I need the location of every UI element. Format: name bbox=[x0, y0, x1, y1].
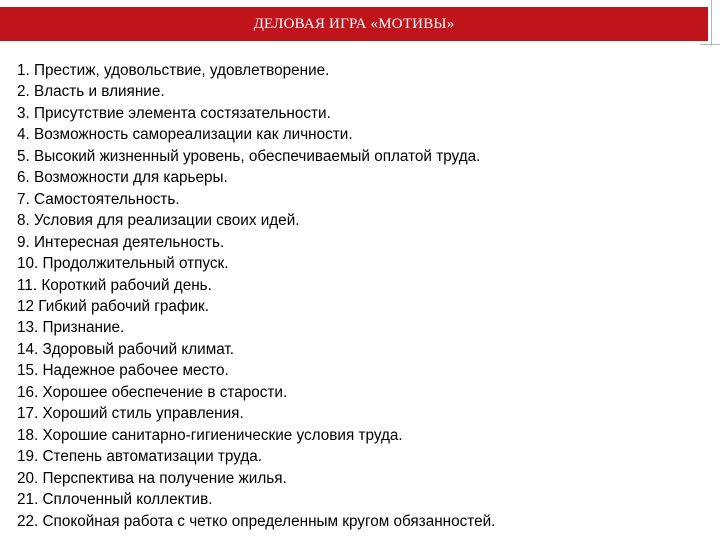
corner-divider-horizontal bbox=[700, 44, 720, 45]
list-item: 8. Условия для реализации своих идей. bbox=[17, 212, 300, 230]
list-item: 4. Возможность самореализации как личности. bbox=[17, 126, 353, 144]
list-item: 17. Хороший стиль управления. bbox=[17, 405, 244, 423]
list-item: 5. Высокий жизненный уровень, обеспечиваемый оплатой труда. bbox=[17, 147, 481, 165]
list-item: 15. Надежное рабочее место. bbox=[17, 362, 229, 380]
list-item: 6. Возможности для карьеры. bbox=[17, 169, 228, 187]
list-item: 12 Гибкий рабочий график. bbox=[17, 297, 209, 315]
slide-title: ДЕЛОВАЯ ИГРА «МОТИВЫ» bbox=[253, 16, 455, 32]
list-item: 18. Хорошие санитарно-гигиенические условия труда. bbox=[17, 426, 403, 444]
list-item: 21. Сплоченный коллектив. bbox=[17, 491, 213, 509]
list-item: 7. Самостоятельность. bbox=[17, 190, 180, 208]
list-item: 20. Перспектива на получение жилья. bbox=[17, 469, 287, 487]
list-item: 2. Власть и влияние. bbox=[17, 83, 165, 101]
title-bar bbox=[0, 7, 708, 41]
list-item: 22. Спокойная работа с четко определенным кругом обязанностей. bbox=[17, 512, 496, 530]
list-item: 19. Степень автоматизации труда. bbox=[17, 448, 263, 466]
list-item: 10. Продолжительный отпуск. bbox=[17, 255, 229, 273]
motive-list bbox=[17, 60, 495, 532]
list-item: 14. Здоровый рабочий климат. bbox=[17, 340, 234, 358]
list-item: 13. Признание. bbox=[17, 319, 125, 337]
list-item: 9. Интересная деятельность. bbox=[17, 233, 225, 251]
list-item: 16. Хорошее обеспечение в старости. bbox=[17, 383, 288, 401]
list-item: 11. Короткий рабочий день. bbox=[17, 276, 212, 294]
list-item: 1. Престиж, удовольствие, удовлетворение. bbox=[17, 62, 330, 79]
list-item: 3. Присутствие элемента состязательности. bbox=[17, 104, 331, 122]
corner-divider-vertical bbox=[711, 0, 712, 46]
